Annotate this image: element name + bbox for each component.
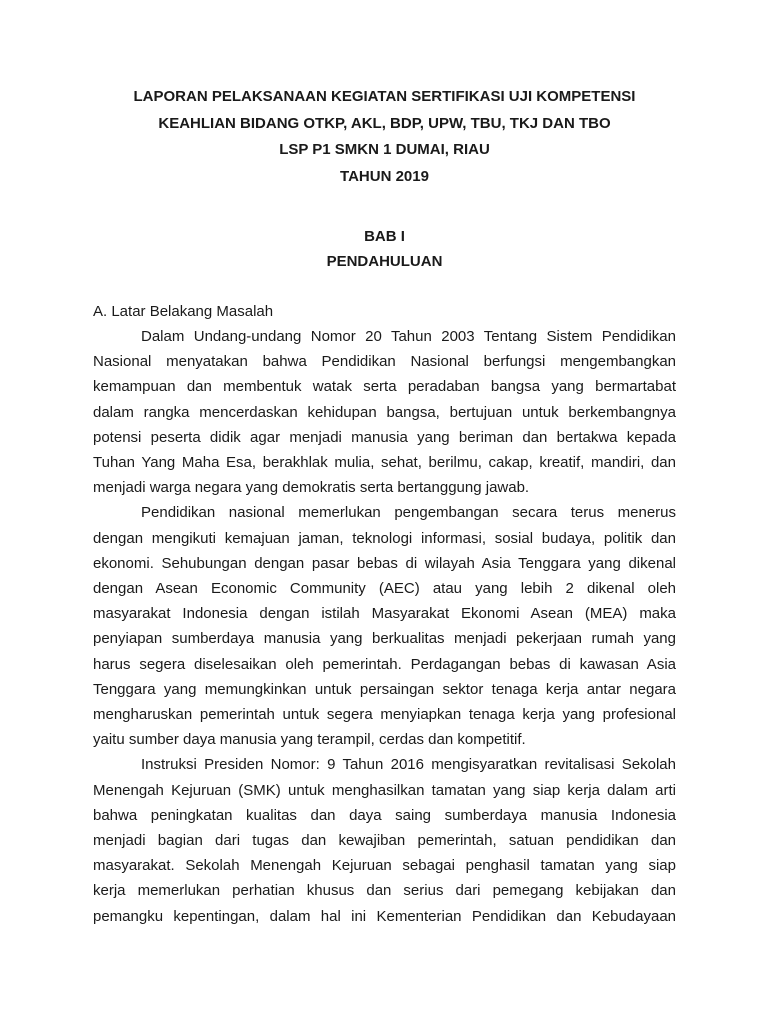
paragraph-line: dengan Asean Economic Community (AEC) atau yang lebih 2 dikenal oleh: [93, 580, 676, 598]
paragraph-line: pemangku kepentingan, dalam hal ini Kementerian Pendidikan dan Kebudayaan: [93, 907, 676, 925]
paragraph-line: masyarakat. Sekolah Menengah Kejuruan sebagai penghasil tamatan yang siap: [93, 857, 676, 875]
title-line-4: TAHUN 2019: [340, 167, 429, 185]
paragraph-line: dengan mengikuti kemajuan jaman, teknologi informasi, sosial budaya, politik dan: [93, 529, 676, 547]
paragraph-line: Menengah Kejuruan (SMK) untuk menghasilkan tamatan yang siap kerja dalam arti: [93, 781, 676, 799]
paragraph-line: Nasional menyatakan bahwa Pendidikan Nasional berfungsi mengembangkan: [93, 353, 676, 371]
paragraph-line: Pendidikan nasional memerlukan pengembangan secara terus menerus: [141, 504, 676, 522]
paragraph-line: ekonomi. Sehubungan dengan pasar bebas di wilayah Asia Tenggara yang dikenal: [93, 554, 676, 572]
paragraph-3: [93, 752, 676, 928]
paragraph-line: kerja memerlukan perhatian khusus dan serius dari pemegang kebijakan dan: [93, 882, 676, 900]
paragraph-line: mengharuskan pemerintah untuk segera menyiapkan tenaga kerja yang profesional: [93, 706, 676, 724]
report-title: [93, 84, 676, 190]
paragraph-line: yaitu sumber daya manusia yang terampil, cerdas dan kompetitif.: [93, 731, 526, 749]
paragraph-1: [93, 324, 676, 500]
section-heading: A. Latar Belakang Masalah: [93, 303, 274, 320]
paragraph-line: Tenggara yang memungkinkan untuk persaingan sektor tenaga kerja antar negara: [93, 680, 676, 698]
chapter-heading: [93, 224, 676, 274]
title-line-3: LSP P1 SMKN 1 DUMAI, RIAU: [279, 141, 490, 158]
paragraph-line: bahwa peningkatan kualitas dan daya saing sumberdaya manusia Indonesia: [93, 806, 676, 824]
paragraph-line: menjadi bagian dari tugas dan kewajiban pemerintah, satuan pendidikan dan: [93, 832, 676, 850]
paragraph-line: penyiapan sumberdaya manusia yang berkualitas menjadi pekerjaan rumah yang: [93, 630, 676, 648]
paragraph-line: dalam rangka mencerdaskan kehidupan bangsa, bertujuan untuk berkembangnya: [93, 403, 676, 421]
title-line-2: KEAHLIAN BIDANG OTKP, AKL, BDP, UPW, TBU, TKJ DAN TBO: [158, 114, 611, 132]
paragraph-line: Instruksi Presiden Nomor: 9 Tahun 2016 mengisyaratkan revitalisasi Sekolah: [141, 756, 676, 774]
paragraph-2: [93, 500, 676, 752]
paragraph-line: Dalam Undang-undang Nomor 20 Tahun 2003 Tentang Sistem Pendidikan: [141, 328, 676, 345]
chapter-number: BAB I: [364, 228, 405, 245]
paragraph-line: potensi peserta didik agar menjadi manusia yang beriman dan bertakwa kepada: [93, 428, 676, 446]
paragraph-line: Tuhan Yang Maha Esa, berakhlak mulia, sehat, berilmu, cakap, kreatif, mandiri, dan: [93, 454, 676, 472]
paragraph-line: menjadi warga negara yang demokratis serta bertanggung jawab.: [93, 479, 530, 497]
paragraph-line: harus segera diselesaikan oleh pemerintah. Perdagangan bebas di kawasan Asia: [93, 655, 676, 673]
paragraph-line: masyarakat Indonesia dengan istilah Masyarakat Ekonomi Asean (MEA) maka: [93, 605, 676, 623]
title-line-1: LAPORAN PELAKSANAAN KEGIATAN SERTIFIKASI UJI KOMPETENSI: [133, 88, 636, 105]
paragraph-line: kemampuan dan membentuk watak serta peradaban bangsa yang bermartabat: [93, 378, 676, 396]
chapter-title: PENDAHULUAN: [326, 253, 443, 270]
